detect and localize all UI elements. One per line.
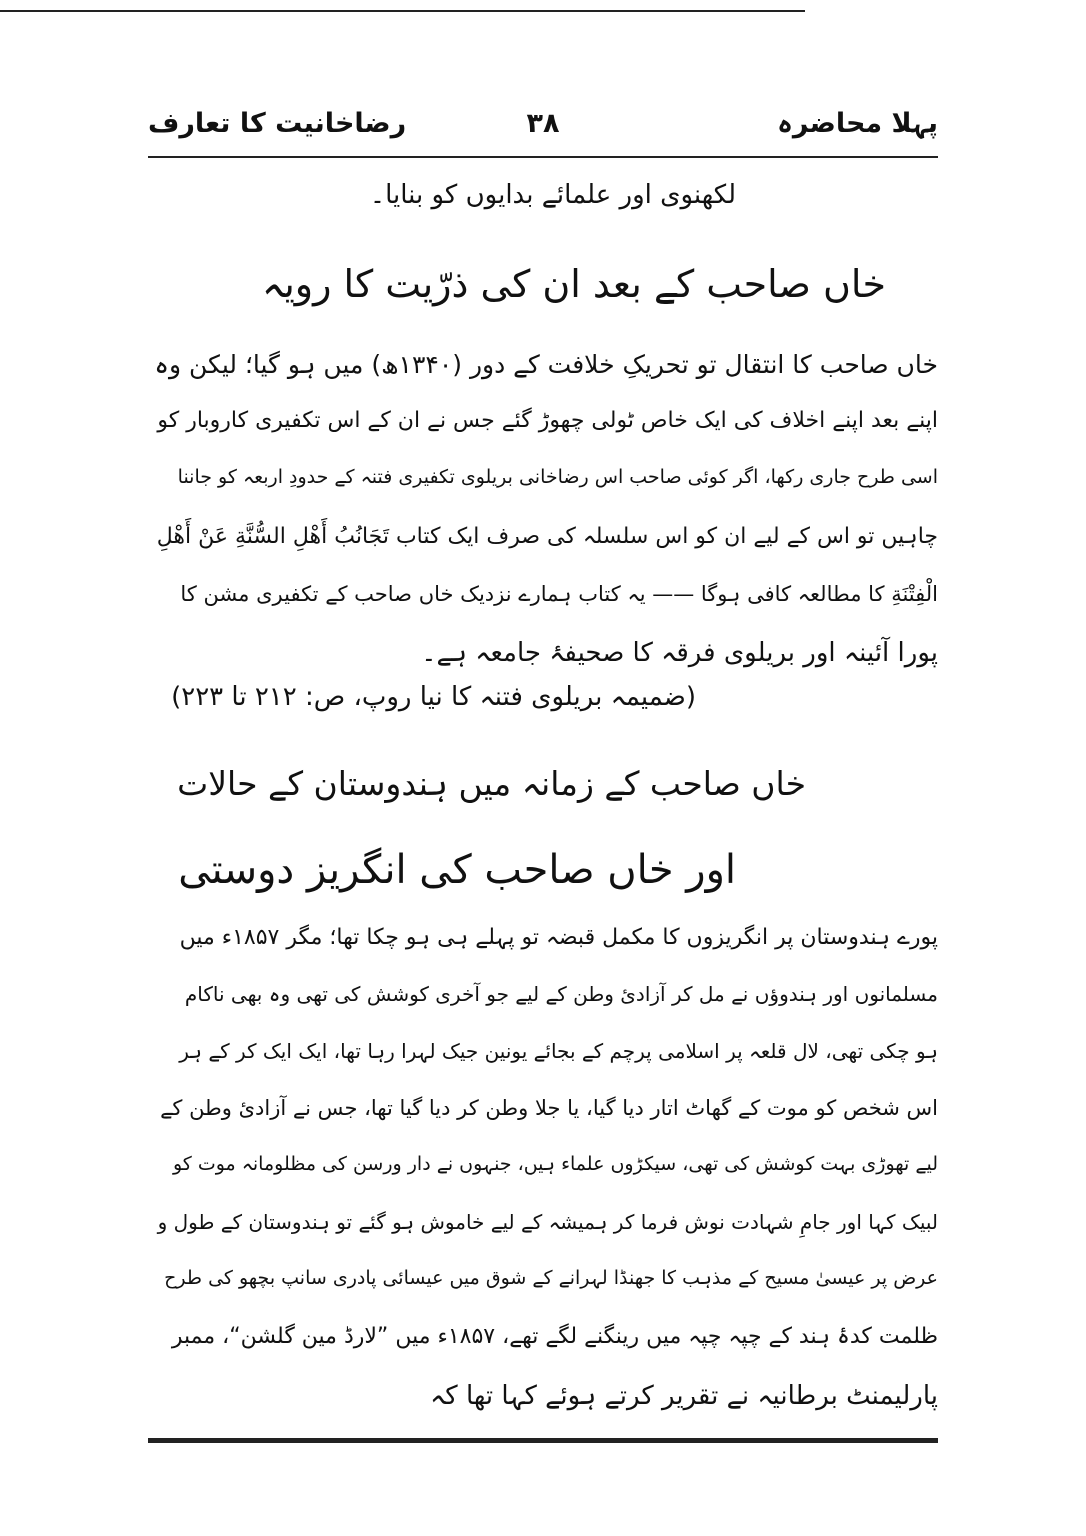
section-heading-1: خاں صاحب کے بعد ان کی ذرّیت کا رویہ xyxy=(261,262,886,306)
paragraph-1-line-2: اپنے بعد اپنے اخلاف کی ایک خاص ٹولی چھوڑ گئے جس نے ان کے اس تکفیری کاروبار کو xyxy=(157,408,938,433)
page-header xyxy=(148,108,938,152)
top-rule xyxy=(0,10,805,12)
paragraph-2-line-5: لیے تھوڑی بہت کوشش کی تھی، سیکڑوں علماء ہیں، جنہوں نے دار ورسن کی مظلومانہ موت کو xyxy=(172,1153,938,1175)
reference-citation: (ضمیمہ بریلوی فتنہ کا نیا روپ، ص: ۲۱۲ تا ۲۲۳) xyxy=(171,682,696,712)
running-title-right: پہلا محاضرہ xyxy=(777,108,938,139)
paragraph-1-line-4: چاہیں تو اس کے لیے ان کو اس سلسلہ کی صرف ایک کتاب تَجَانُبُ أَهْلِ السُّنَّةِ عَنْ أَهْلِ xyxy=(156,524,938,549)
footer-rule xyxy=(148,1438,938,1443)
paragraph-2-line-4: اس شخص کو موت کے گھاٹ اتار دیا گیا، یا جلا وطن کر دیا گیا تھا، جس نے آزادئ وطن کے xyxy=(160,1096,938,1120)
paragraph-2-line-7: عرض پر عیسیٰ مسیح کے مذہب کا جھنڈا لہرانے کے شوق میں عیسائی پادری سانپ بچھو کی طرح xyxy=(164,1267,938,1289)
paragraph-1-line-5: الْفِتْنَةِ کا مطالعہ کافی ہوگا —— یہ کتاب ہمارے نزدیک خاں صاحب کے تکفیری مشن کا xyxy=(180,582,938,606)
opening-line: لکھنوی اور علمائے بدایوں کو بنایا۔ xyxy=(369,180,736,210)
paragraph-1-line-6: پورا آئینہ اور بریلوی فرقہ کا صحیفۂ جامعہ ہے۔ xyxy=(421,638,938,668)
paragraph-2-line-1: پورے ہندوستان پر انگریزوں کا مکمل قبضہ تو پہلے ہی ہو چکا تھا؛ مگر ۱۸۵۷ء میں xyxy=(179,925,938,950)
section-heading-2-line-1: خاں صاحب کے زمانہ میں ہندوستان کے حالات xyxy=(177,764,806,803)
page-number: ۳۸ xyxy=(526,108,560,139)
paragraph-2-line-6: لبیک کہا اور جامِ شہادت نوش فرما کر ہمیشہ کے لیے خاموش ہو گئے تو ہندوستان کے طول و xyxy=(157,1210,938,1234)
paragraph-1-line-3: اسی طرح جاری رکھا، اگر کوئی صاحب اس رضاخانی بریلوی تکفیری فتنہ کے حدودِ اربعہ کو جاننا xyxy=(177,466,938,488)
paragraph-2-line-8: ظلمت کدۂ ہند کے چپہ چپہ میں رینگنے لگے تھے، ۱۸۵۷ء میں ”لارڈ مین گلشن“، ممبر xyxy=(171,1324,938,1349)
paragraph-2-line-9: پارلیمنٹ برطانیہ نے تقریر کرتے ہوئے کہا تھا کہ xyxy=(430,1381,938,1411)
paragraph-1-line-1: خاں صاحب کا انتقال تو تحریکِ خلافت کے دور (۱۳۴۰ھ) میں ہو گیا؛ لیکن وہ xyxy=(154,350,938,379)
paragraph-2-line-2: مسلمانوں اور ہندوؤں نے مل کر آزادئ وطن کے لیے جو آخری کوشش کی تھی وہ بھی ناکام xyxy=(184,982,938,1006)
header-rule xyxy=(148,156,938,158)
section-heading-2-line-2: اور خاں صاحب کی انگریز دوستی xyxy=(178,847,736,893)
paragraph-2-line-3: ہو چکی تھی، لال قلعہ پر اسلامی پرچم کے بجائے یونین جیک لہرا رہا تھا، ایک ایک کر کے ہر xyxy=(179,1039,938,1063)
running-title-left: رضاخانیت کا تعارف xyxy=(148,108,407,139)
